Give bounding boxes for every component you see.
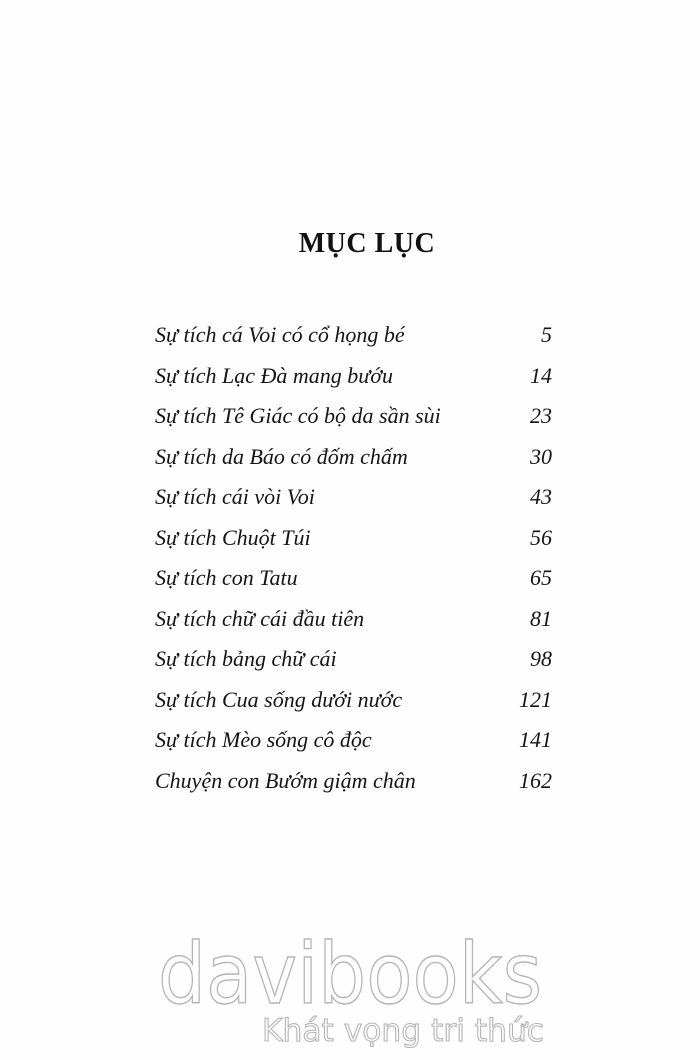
toc-entry-title: Sự tích Chuột Túi bbox=[155, 524, 311, 550]
toc-entry bbox=[155, 606, 552, 647]
watermark-brand: davibooks bbox=[158, 925, 542, 1023]
toc-entry bbox=[155, 484, 552, 525]
toc-entry-page: 5 bbox=[541, 322, 552, 347]
table-of-contents bbox=[155, 322, 552, 808]
toc-entry-title: Sự tích Lạc Đà mang bướu bbox=[155, 362, 394, 388]
toc-entry-page: 141 bbox=[519, 727, 552, 752]
toc-entry-page: 65 bbox=[530, 565, 552, 590]
toc-entry-title: Sự tích Tê Giác có bộ da sần sùi bbox=[155, 403, 441, 428]
toc-entry-page: 56 bbox=[530, 524, 552, 550]
toc-entry-title: Sự tích bảng chữ cái bbox=[155, 646, 337, 671]
toc-entry bbox=[155, 565, 552, 606]
toc-entry-title: Sự tích chữ cái đầu tiên bbox=[155, 605, 365, 631]
toc-entry-title: Sự tích cá Voi có cổ họng bé bbox=[155, 322, 405, 347]
toc-entry-page: 23 bbox=[530, 403, 552, 428]
toc-entry bbox=[155, 525, 552, 566]
toc-entry-page: 81 bbox=[530, 605, 552, 631]
toc-entry-title: Sự tích con Tatu bbox=[155, 565, 298, 590]
toc-entry-title: Chuyện con Bướm giậm chân bbox=[155, 767, 416, 793]
toc-title: MỤC LỤC bbox=[298, 228, 436, 259]
toc-entry bbox=[155, 646, 552, 687]
toc-entry-page: 121 bbox=[519, 686, 552, 712]
toc-entry-title: Sự tích Mèo sống cô độc bbox=[155, 727, 372, 752]
toc-entry-title: Sự tích cái vòi Voi bbox=[155, 484, 315, 509]
toc-entry bbox=[155, 403, 552, 444]
toc-entry bbox=[155, 444, 552, 485]
toc-entry-title: Sự tích da Báo có đốm chấm bbox=[155, 443, 408, 469]
toc-entry-page: 30 bbox=[530, 443, 552, 469]
watermark-slogan: Khát vọng tri thức bbox=[262, 1013, 544, 1049]
toc-entry bbox=[155, 687, 552, 728]
toc-entry bbox=[155, 322, 552, 363]
toc-entry-page: 162 bbox=[519, 767, 552, 793]
toc-entry-page: 43 bbox=[530, 484, 552, 509]
toc-entry bbox=[155, 363, 552, 404]
toc-entry-page: 14 bbox=[530, 362, 552, 388]
toc-entry-title: Sự tích Cua sống dưới nước bbox=[155, 686, 403, 712]
toc-entry-page: 98 bbox=[530, 646, 552, 671]
toc-entry bbox=[155, 727, 552, 768]
toc-entry bbox=[155, 768, 552, 809]
